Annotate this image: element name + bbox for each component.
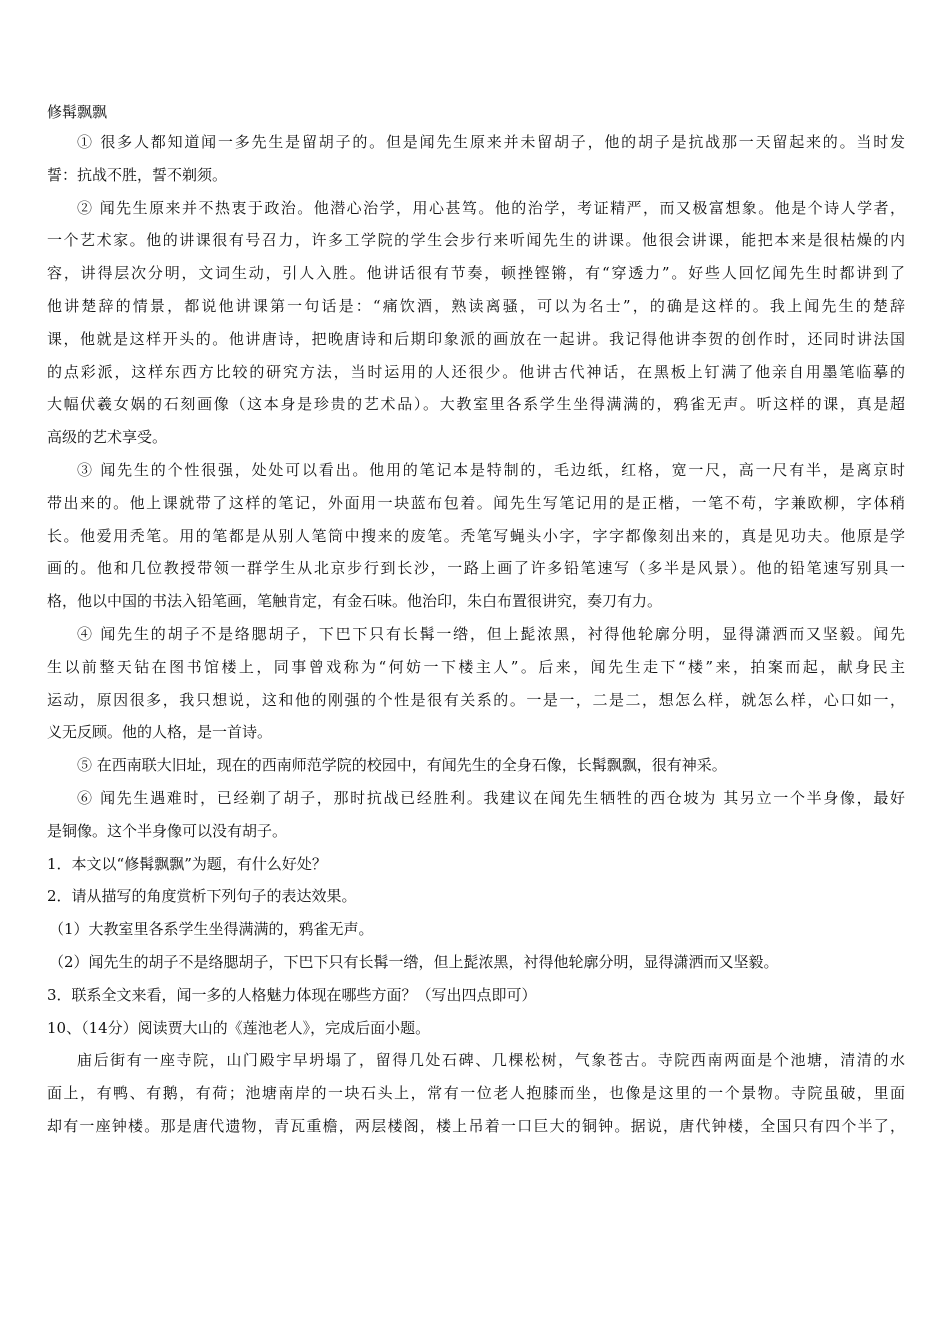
text-line: ⑥ 闻先生遇难时，已经剃了胡子，那时抗战已经胜利。我建议在闻先生牺牲的西仓坡为 其另立一个半身像，最好 (77, 788, 905, 807)
question-list (47, 848, 905, 1012)
text-line: 画的。他和几位教授带领一群学生从北京步行到长沙，一路上画了许多铅笔速写（多半是风景）。他的铅笔速写别具一 (47, 559, 905, 578)
section-heading: 10、（14分）阅读贾大山的《莲池老人》，完成后面小题。 (47, 1018, 431, 1037)
text-line: ④ 闻先生的胡子不是络腮胡子，下巴下只有长髯一绺，但上髭浓黑，衬得他轮廓分明，显得潇洒而又坚毅。闻先 (77, 624, 905, 643)
question-1: 1．本文以“修髯飘飘”为题，有什么好处？ (47, 854, 327, 873)
text-line: 是铜像。这个半身像可以没有胡子。 (47, 821, 288, 840)
text-line: 格，他以中国的书法入铅笔画，笔触肯定，有金石味。他治印，朱白布置很讲究，奏刀有力。 (47, 592, 663, 611)
question-2-item-1: （1）大教室里各系学生坐得满满的，鸦雀无声。 (49, 920, 374, 939)
text-line: 面上，有鸭、有鹅，有荷；池塘南岸的一块石头上，常有一位老人抱膝而坐，也像是这里的一个景物。寺院虽破，里面 (47, 1084, 905, 1103)
paragraph-4 (47, 618, 905, 749)
text-line: 长。他爱用秃笔。用的笔都是从别人笔筒中搜来的废笔。秃笔写蝇头小字，字字都像刻出来的，真是见功夫。他原是学 (47, 526, 905, 545)
question-3: 3．联系全文来看，闻一多的人格魅力体现在哪些方面？（写出四点即可） (47, 985, 537, 1004)
text-line: 带出来的。他上课就带了这样的笔记，外面用一块蓝布包着。闻先生写笔记用的是正楷，一笔不苟，字兼欧柳，字体稍 (47, 493, 905, 512)
text-line: 容，讲得层次分明，文词生动，引人入胜。他讲话很有节奏，顿挫铿锵，有“穿透力”。好些人回忆闻先生时都讲到了 (47, 264, 905, 283)
paragraph-5 (47, 749, 905, 782)
section-10 (47, 1012, 905, 1143)
text-line: ⑤ 在西南联大旧址，现在的西南师范学院的校园中，有闻先生的全身石像，长髯飘飘，很有神采。 (77, 756, 727, 775)
text-line: 课，他就是这样开头的。他讲唐诗，把晚唐诗和后期印象派的画放在一起讲。我记得他讲李贺的创作时，还同时讲法国 (47, 329, 905, 348)
paragraph-1 (47, 126, 905, 192)
paragraph-6 (47, 782, 905, 848)
text-line: ① 很多人都知道闻一多先生是留胡子的。但是闻先生原来并未留胡子，他的胡子是抗战那一天留起来的。当时发 (77, 133, 905, 151)
text-line: 的点彩派，这样东西方比较的研究方法，当时运用的人还很少。他讲古代神话，在黑板上钉满了他亲自用墨笔临摹的 (47, 362, 905, 381)
text-line: 庙后街有一座寺院，山门殿宇早坍塌了，留得几处石碑、几棵松树，气象苍古。寺院西南两面是个池塘，清清的水 (77, 1051, 905, 1070)
text-line: 生以前整天钻在图书馆楼上，同事曾戏称为“何妨一下楼主人”。后来，闻先生走下“楼”来，拍案而起，献身民主 (47, 657, 905, 676)
text-line: 高级的艺术享受。 (47, 428, 168, 447)
text-line: 一个艺术家。他的讲课很有号召力，许多工学院的学生会步行来听闻先生的讲课。他很会讲课，能把本来是很枯燥的内 (47, 231, 905, 250)
text-line: 义无反顾。他的人格，是一首诗。 (47, 723, 273, 742)
question-2: 2．请从描写的角度赏析下列句子的表达效果。 (47, 887, 357, 906)
paragraph-2 (47, 192, 905, 454)
text-line: ② 闻先生原来并不热衷于政治。他潜心治学，用心甚笃。他的治学，考证精严，而又极富想象。他是个诗人学者， (77, 198, 905, 217)
document-page (47, 98, 905, 1143)
text-line: 却有一座钟楼。那是唐代遗物，青瓦重檐，两层楼阁，楼上吊着一口巨大的铜钟。据说，唐代钟楼，全国只有四个半了， (47, 1116, 905, 1135)
text-line: 他讲楚辞的情景，都说他讲课第一句话是：“痛饮酒，熟读离骚，可以为名士”，的确是这样的。我上闻先生的楚辞 (47, 296, 905, 315)
text-line: ③ 闻先生的个性很强，处处可以看出。他用的笔记本是特制的，毛边纸，红格，宽一尺，高一尺有半，是离京时 (77, 460, 905, 479)
essay-title: 修髯飘飘 (47, 103, 108, 121)
paragraph-3 (47, 454, 905, 618)
text-line: 誓：抗战不胜，誓不剃须。 (47, 165, 228, 184)
text-line: 运动，原因很多，我只想说，这和他的刚强的个性是很有关系的。一是一，二是二，想怎么样，就怎么样，心口如一， (47, 690, 905, 709)
question-2-item-2: （2）闻先生的胡子不是络腮胡子，下巴下只有长髯一绺，但上髭浓黑，衬得他轮廓分明，显得潇洒而又坚毅。 (49, 952, 779, 971)
text-line: 大幅伏羲女娲的石刻画像（这本身是珍贵的艺术品）。大教室里各系学生坐得满满的，鸦雀无声。听这样的课，真是超 (47, 395, 905, 414)
